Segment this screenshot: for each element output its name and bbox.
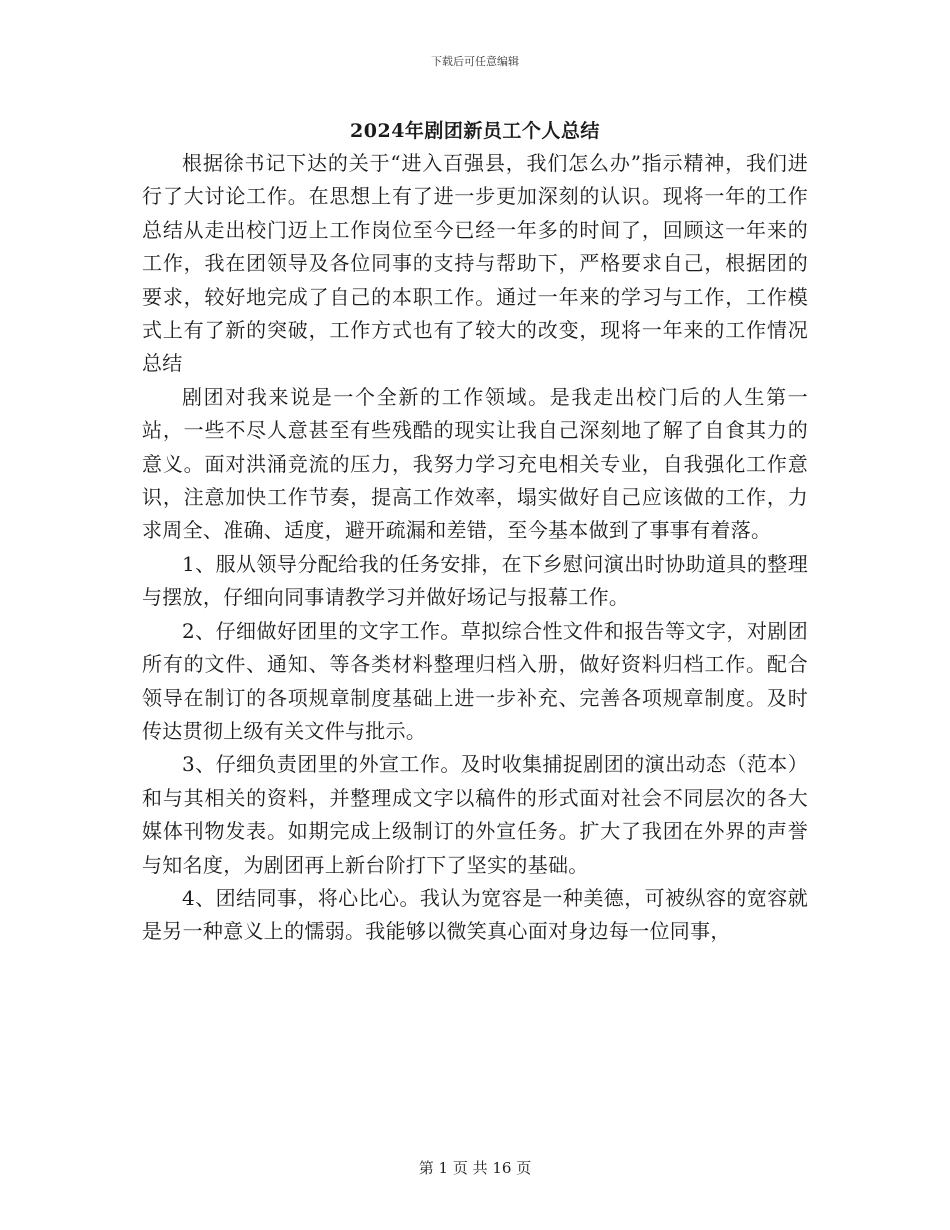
document-title: 2024年剧团新员工个人总结 [350, 120, 600, 142]
paragraph-item-3: 3、仔细负责团里的外宣工作。及时收集捕捉剧团的演出动态（范本）和与其相关的资料，并整理成文字以稿件的形式面对社会不同层次的各大媒体刊物发表。如期完成上级制订的外宣任务。扩大了我团在外界的声誉与知名度，为剧团再上新台阶打下了坚实的基础。 [142, 752, 808, 877]
page-number-footer: 第 1 页 共 16 页 [418, 1159, 532, 1177]
paragraph-new-field: 剧团对我来说是一个全新的工作领域。是我走出校门后的人生第一站，一些不尽人意甚至有些残酷的现实让我自己深刻地了解了自食其力的意义。面对洪涌竞流的压力，我努力学习充电相关专业，自我强化工作意识，注意加快工作节奏，提高工作效率，塌实做好自己应该做的工作，力求周全、准确、适度，避开疏漏和差错，至今基本做到了事事有着落。 [142, 384, 808, 543]
paragraph-item-1: 1、服从领导分配给我的任务安排，在下乡慰问演出时协助道具的整理与摆放，仔细向同事请教学习并做好场记与报幕工作。 [142, 551, 808, 610]
header-note: 下载后可任意编辑 [431, 55, 519, 68]
paragraph-item-4: 4、团结同事，将心比心。我认为宽容是一种美德，可被纵容的宽容就是另一种意义上的懦弱。我能够以微笑真心面对身边每一位同事， [142, 885, 808, 944]
paragraph-item-2: 2、仔细做好团里的文字工作。草拟综合性文件和报告等文字，对剧团所有的文件、通知、等各类材料整理归档入册，做好资料归档工作。配合领导在制订的各项规章制度基础上进一步补充、完善各项规章制度。及时传达贯彻上级有关文件与批示。 [142, 618, 808, 743]
paragraph-intro: 根据徐书记下达的关于“进入百强县，我们怎么办”指示精神，我们进行了大讨论工作。在思想上有了进一步更加深刻的认识。现将一年的工作总结从走出校门迈上工作岗位至今已经一年多的时间了，回顾这一年来的工作，我在团领导及各位同事的支持与帮助下，严格要求自己，根据团的要求，较好地完成了自己的本职工作。通过一年来的学习与工作，工作模式上有了新的突破，工作方式也有了较大的改变，现将一年来的工作情况总结 [142, 151, 808, 376]
document-body [142, 147, 808, 949]
